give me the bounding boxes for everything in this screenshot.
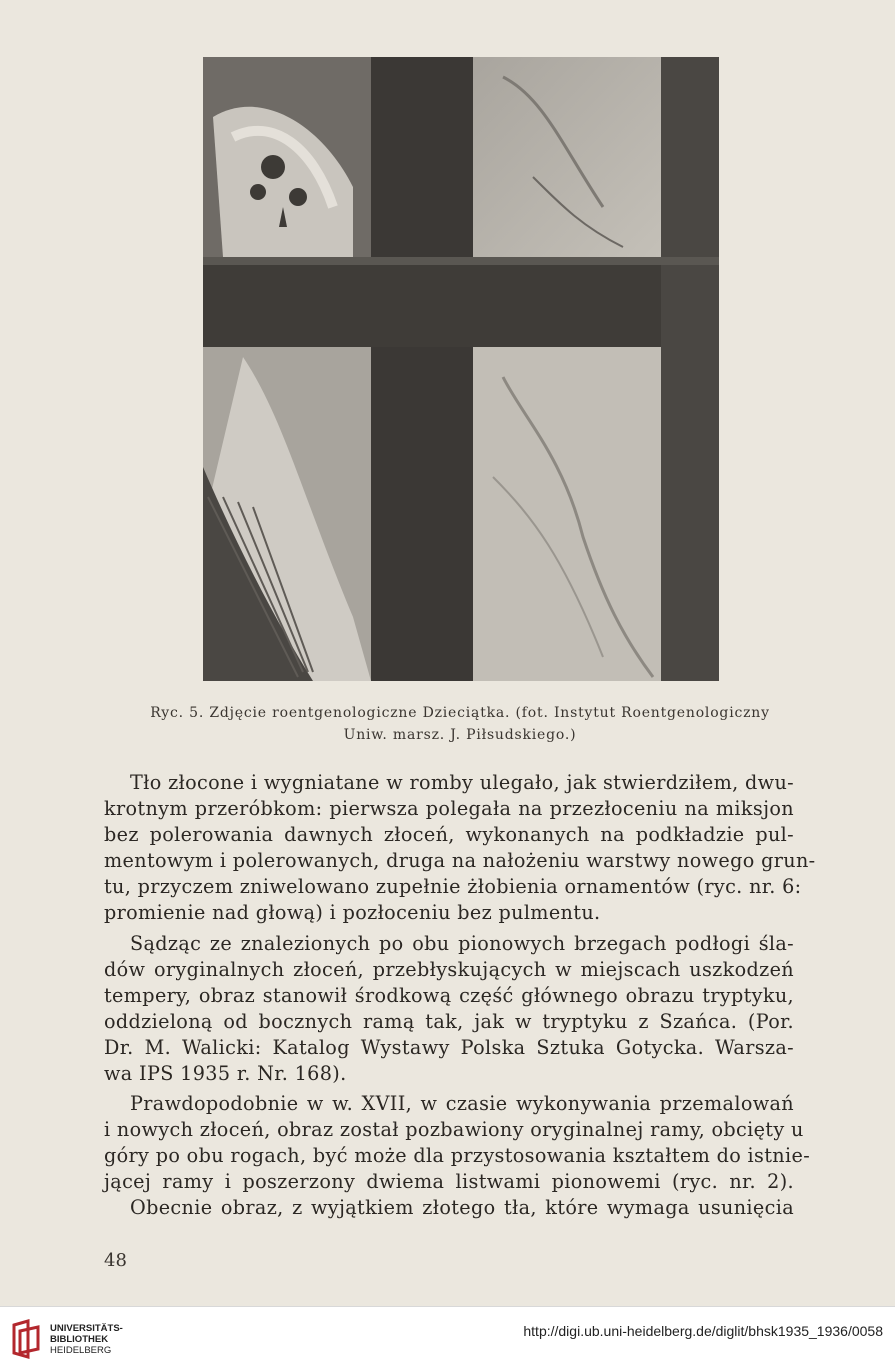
text-line: góry po obu rogach, być może dla przystosowania kształtem do istnie-: [104, 1144, 811, 1167]
footer-bar: [0, 1306, 895, 1372]
text-line: Tło złocone i wygniatane w romby ulegało, jak stwierdziłem, dwu-: [130, 771, 794, 794]
figure-caption-line-2: Uniw. marsz. J. Piłsudskiego.): [343, 727, 577, 743]
text-line: oddzieloną od bocznych ramą tak, jak w tryptyku z Szańca. (Por.: [104, 1010, 794, 1033]
text-line: mentowym i polerowanych, druga na nałożeniu warstwy nowego grun-: [104, 849, 816, 872]
library-name-line-2: BIBLIOTHEK: [50, 1334, 109, 1345]
source-url-link[interactable]: http://digi.ub.uni-heidelberg.de/diglit/bhsk1935_1936/0058: [523, 1323, 883, 1339]
text-line: wa IPS 1935 r. Nr. 168).: [104, 1062, 347, 1085]
text-line: Dr. M. Walicki: Katalog Wystawy Polska Sztuka Gotycka. Warsza-: [104, 1036, 794, 1059]
text-line: tempery, obraz stanowił środkową część głównego obrazu tryptyku,: [104, 984, 794, 1007]
library-name-line-1: UNIVERSITÄTS-: [50, 1323, 123, 1334]
library-name-line-3: HEIDELBERG: [50, 1345, 112, 1356]
text-line: jącej ramy i poszerzony dwiema listwami pionowemi (ryc. nr. 2).: [104, 1170, 794, 1193]
text-line: i nowych złoceń, obraz został pozbawiony oryginalnej ramy, obcięty u: [104, 1118, 804, 1141]
text-line: promienie nad głową) i pozłoceniu bez pulmentu.: [104, 901, 601, 924]
library-logo-icon[interactable]: [10, 1319, 44, 1359]
page-number: 48: [104, 1250, 127, 1271]
text-line: dów oryginalnych złoceń, przebłyskujących w miejscach uszkodzeń: [104, 958, 794, 981]
xray-image: [203, 57, 719, 681]
text-line: krotnym przeróbkom: pierwsza polegała na przezłoceniu na miksjon: [104, 797, 794, 820]
text-line: bez polerowania dawnych złoceń, wykonanych na podkładzie pul-: [104, 823, 794, 846]
text-line: tu, przyczem zniwelowano zupełnie żłobienia ornamentów (ryc. nr. 6:: [104, 875, 802, 898]
text-line: Prawdopodobnie w w. XVII, w czasie wykonywania przemalowań: [130, 1092, 794, 1115]
xray-photograph: [203, 57, 719, 681]
figure-caption-line-1: Ryc. 5. Zdjęcie roentgenologiczne Dzieciątka. (fot. Instytut Roentgenologiczny: [150, 705, 770, 721]
library-name[interactable]: [50, 1323, 123, 1356]
text-line: Sądząc ze znalezionych po obu pionowych brzegach podłogi śla-: [130, 932, 794, 955]
text-line: Obecnie obraz, z wyjątkiem złotego tła, które wymaga usunięcia: [130, 1196, 794, 1219]
